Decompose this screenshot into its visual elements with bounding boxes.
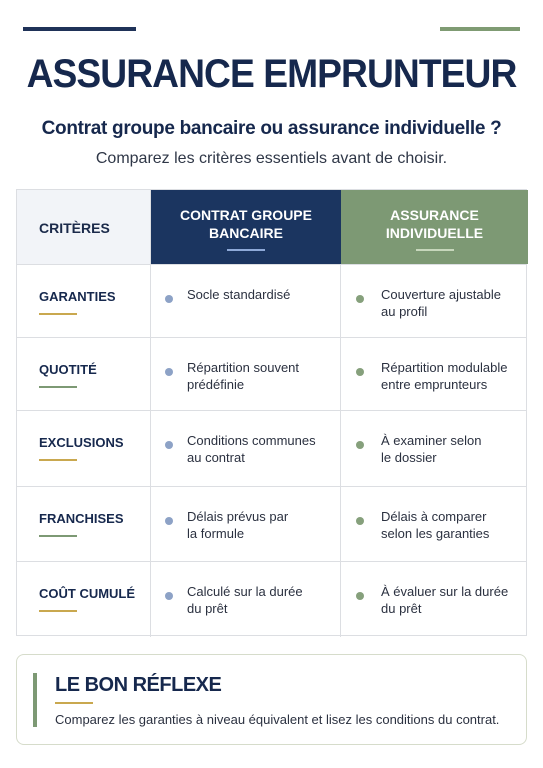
table-row: [17, 337, 526, 410]
bank-contract-cell: [151, 265, 341, 337]
header-criteria: [17, 190, 151, 264]
individual-insurance-cell: [341, 411, 526, 486]
bullet-dot-icon: [165, 441, 173, 449]
top-right-accent-bar: [440, 27, 520, 31]
criterion-label: QUOTITÉ: [39, 362, 97, 377]
criterion-underline: [39, 535, 77, 537]
individual-insurance-text: À examiner selon le dossier: [381, 433, 482, 465]
tip-box: [16, 654, 527, 745]
bullet-dot-icon: [165, 592, 173, 600]
page-title: ASSURANCE EMPRUNTEUR: [26, 52, 517, 96]
tip-text: Comparez les garanties à niveau équivalent et lisez les conditions du contrat.: [55, 712, 500, 727]
tip-accent-bar: [33, 673, 37, 727]
bank-contract-text: Calculé sur la durée du prêt: [187, 584, 303, 616]
bullet-dot-icon: [356, 368, 364, 376]
bank-contract-cell: [151, 562, 341, 637]
individual-insurance-cell: [341, 265, 526, 337]
criterion-cell: [17, 562, 151, 637]
bullet-dot-icon: [356, 592, 364, 600]
header-criteria-label: CRITÈRES: [39, 220, 110, 236]
header-bank-contract: [151, 190, 341, 264]
header-individual-label: ASSURANCE INDIVIDUELLE: [385, 207, 484, 241]
bullet-dot-icon: [356, 295, 364, 303]
bank-contract-cell: [151, 411, 341, 486]
bullet-dot-icon: [356, 441, 364, 449]
bullet-dot-icon: [165, 368, 173, 376]
criterion-cell: [17, 487, 151, 561]
bullet-dot-icon: [356, 517, 364, 525]
table-row: [17, 410, 526, 486]
individual-insurance-text: Délais à comparer selon les garanties: [381, 509, 490, 541]
bank-contract-text: Délais prévus par la formule: [187, 509, 289, 541]
criterion-cell: [17, 265, 151, 337]
bullet-dot-icon: [165, 517, 173, 525]
bullet-dot-icon: [165, 295, 173, 303]
bank-contract-text: Conditions communes au contrat: [187, 433, 316, 465]
table-row: [17, 264, 526, 337]
individual-insurance-cell: [341, 487, 526, 561]
criterion-underline: [39, 313, 77, 315]
header-bank-label: CONTRAT GROUPE BANCAIRE: [180, 207, 312, 241]
bank-contract-cell: [151, 338, 341, 410]
criterion-underline: [39, 610, 77, 612]
comparison-table: [16, 189, 527, 636]
individual-insurance-text: Répartition modulable entre emprunteurs: [381, 360, 508, 392]
bank-contract-text: Répartition souvent prédéfinie: [187, 360, 300, 392]
criterion-label: COÛT CUMULÉ: [39, 586, 136, 601]
criterion-label: GARANTIES: [39, 289, 116, 304]
criterion-underline: [39, 386, 77, 388]
individual-insurance-cell: [341, 338, 526, 410]
individual-insurance-text: Couverture ajustable au profil: [381, 287, 501, 319]
individual-insurance-cell: [341, 562, 526, 637]
top-left-accent-bar: [23, 27, 136, 31]
criterion-underline: [39, 459, 77, 461]
criterion-label: EXCLUSIONS: [39, 435, 124, 450]
criterion-cell: [17, 338, 151, 410]
tip-underline: [55, 702, 93, 704]
criterion-cell: [17, 411, 151, 486]
bank-contract-cell: [151, 487, 341, 561]
header-bank-underline: [227, 249, 265, 251]
page-lead: Comparez les critères essentiels avant de choisir.: [95, 150, 448, 167]
tip-title: LE BON RÉFLEXE: [55, 674, 222, 696]
table-row: [17, 561, 526, 637]
table-row: [17, 486, 526, 561]
header-individual-insurance: [341, 190, 528, 264]
criterion-label: FRANCHISES: [39, 511, 124, 526]
page-subtitle: Contrat groupe bancaire ou assurance individuelle ?: [41, 118, 502, 139]
individual-insurance-text: À évaluer sur la durée du prêt: [381, 584, 509, 616]
header-individual-underline: [416, 249, 454, 251]
bank-contract-text: Socle standardisé: [187, 287, 291, 302]
